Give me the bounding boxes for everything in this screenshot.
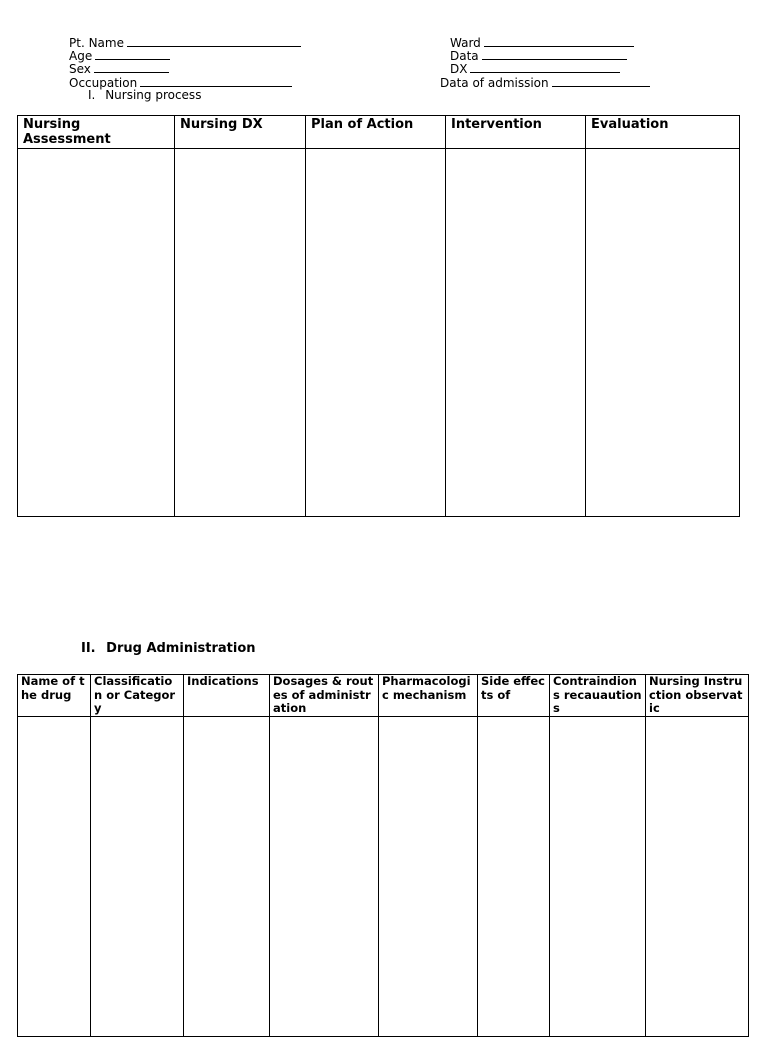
ward-line[interactable] [484, 35, 634, 47]
age-label: Age [69, 49, 93, 63]
data-label: Data [450, 49, 479, 63]
header-classification: Classification or Category [91, 675, 184, 717]
data-line[interactable] [482, 48, 627, 60]
header-drug-name: Name of the drug [18, 675, 91, 717]
header-evaluation: Evaluation [586, 116, 740, 149]
plan-of-action-cell[interactable] [306, 149, 446, 517]
header-nursing-instruction: Nursing Instruction observatic [646, 675, 749, 717]
sex-label: Sex [69, 62, 91, 76]
admission-date-field[interactable] [440, 75, 650, 90]
indications-cell[interactable] [184, 716, 270, 1036]
nursing-dx-cell[interactable] [175, 149, 306, 517]
drug-name-cell[interactable] [18, 716, 91, 1036]
header-contraindications: Contraindions recauautions [550, 675, 646, 717]
pharmacologic-cell[interactable] [379, 716, 478, 1036]
section-nursing-process-heading [88, 88, 201, 102]
evaluation-cell[interactable] [586, 149, 740, 517]
classification-cell[interactable] [91, 716, 184, 1036]
patient-name-label: Pt. Name [69, 36, 124, 50]
patient-name-line[interactable] [127, 35, 301, 47]
section-1-title: Nursing process [105, 88, 202, 102]
table-header-row [18, 116, 740, 149]
occupation-line[interactable] [140, 75, 292, 87]
header-plan-of-action: Plan of Action [306, 116, 446, 149]
table-header-row [18, 675, 749, 717]
intervention-cell[interactable] [446, 149, 586, 517]
nursing-assessment-cell[interactable] [18, 149, 175, 517]
header-nursing-assessment: Nursing Assessment [18, 116, 175, 149]
age-line[interactable] [95, 48, 170, 60]
header-pharmacologic-mechanism: Pharmacologic mechanism [379, 675, 478, 717]
nursing-instruction-cell[interactable] [646, 716, 749, 1036]
side-effects-cell[interactable] [478, 716, 550, 1036]
occupation-label: Occupation [69, 76, 138, 90]
admission-date-label: Data of admission [440, 76, 549, 90]
section-2-title: Drug Administration [106, 641, 256, 656]
dx-label: DX [450, 62, 468, 76]
header-indications: Indications [184, 675, 270, 717]
ward-label: Ward [450, 36, 481, 50]
nursing-process-table [17, 115, 740, 517]
drug-administration-table [17, 674, 749, 1037]
section-2-number: II. [81, 641, 96, 656]
sex-line[interactable] [94, 61, 169, 73]
sex-field[interactable] [69, 61, 169, 76]
dosages-cell[interactable] [270, 716, 379, 1036]
header-side-effects: Side effects of [478, 675, 550, 717]
header-intervention: Intervention [446, 116, 586, 149]
table-row [18, 149, 740, 517]
section-drug-administration-heading [81, 641, 256, 656]
dx-field[interactable] [450, 61, 620, 76]
table-row [18, 716, 749, 1036]
admission-date-line[interactable] [552, 75, 650, 87]
contraindications-cell[interactable] [550, 716, 646, 1036]
dx-line[interactable] [470, 61, 620, 73]
header-dosages-routes: Dosages & routes of administration [270, 675, 379, 717]
section-1-number: I. [88, 88, 96, 102]
header-nursing-dx: Nursing DX [175, 116, 306, 149]
